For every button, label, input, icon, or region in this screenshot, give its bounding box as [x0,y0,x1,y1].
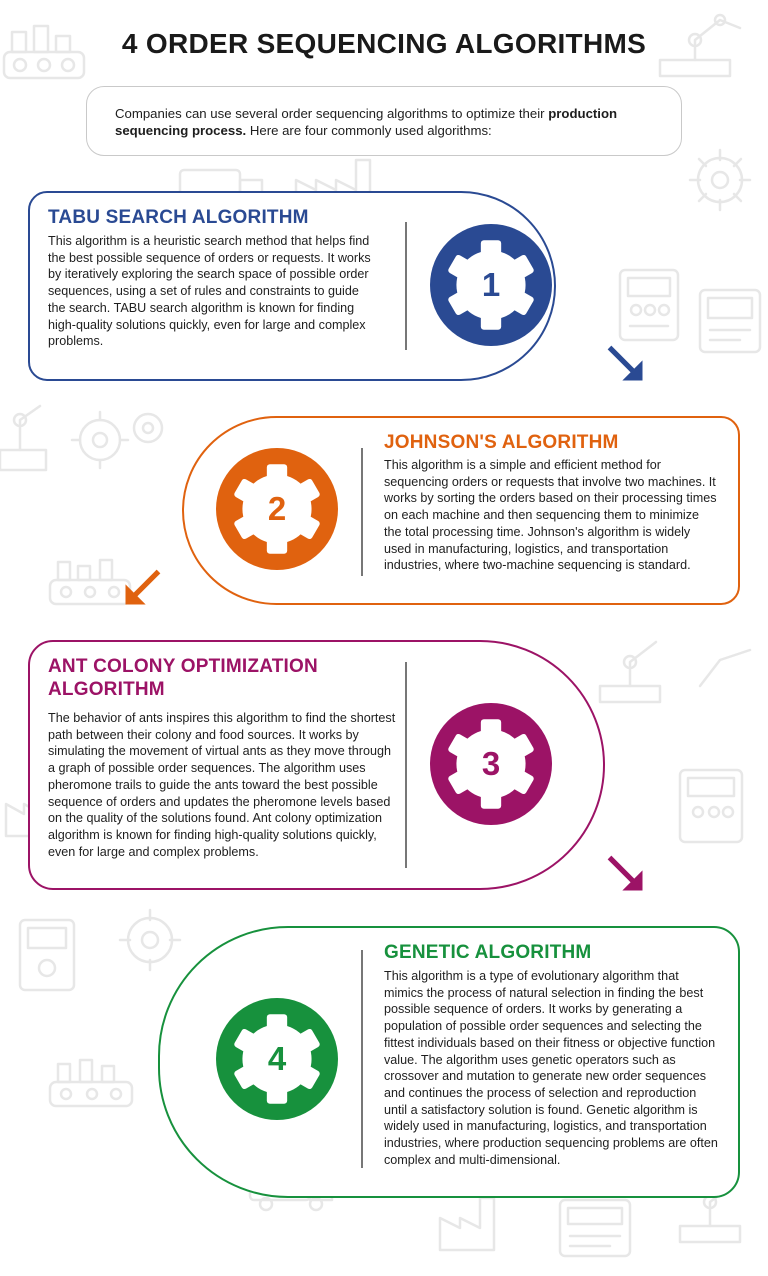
control-panel-icon [680,770,742,842]
machine-icon [20,920,74,990]
arrow-down-right-icon [604,342,648,386]
factory-icon [440,1198,494,1250]
control-panel-icon [620,270,678,340]
step-number-3: 3 [481,745,501,782]
arrow-down-right-icon [604,852,648,896]
card-body-genetic: This algorithm is a type of evolutionary algorithm that mimics the process of natural selection in finding the best possible sequence of orders. It works by generating a population of possible order sequences and selecting the fittest individuals based on their fitness or objective function value. The algorithm uses genetic operators such as crossover and mutation to generate new order sequences and continues the process of selection and reproduction until a satisfactory solution is found. Genetic algorithm is widely used in manufacturing, logistics, and transportation industries, where production sequencing problems are often complex and multi-dimensional. [384,969,718,1167]
step-number-4: 4 [267,1040,287,1077]
step-number-2: 2 [267,490,287,527]
card-divider [405,662,407,868]
gear-outline-icon [72,412,162,468]
intro-box [86,86,682,156]
card-title-ant-colony: ANT COLONY OPTIMIZATION ALGORITHM [48,656,318,700]
page-title: 4 ORDER SEQUENCING ALGORITHMS [121,28,647,59]
conveyor-icon [50,1060,132,1106]
conveyor-icon [50,560,130,604]
robot-arm-icon [0,406,46,470]
gear-outline-icon [120,910,180,970]
card-title-johnson: JOHNSON'S ALGORITHM [384,432,619,453]
card-divider [361,950,363,1168]
gear-outline-icon [690,150,750,210]
card-divider [361,448,363,576]
card-body-ant-colony: The behavior of ants inspires this algorithm to find the shortest path between their colony and food sources. It works by simulating the movement of virtual ants as they move through a graph of possible order sequences. The algorithm uses pheromone trails to guide the ants toward the best possible sequence of orders and updates the pheromone levels based on the quality of the solutions found. Ant colony optimization algorithm is known for finding high-quality solutions quickly, even for large and complex problems. [48,711,396,859]
card-body-tabu: This algorithm is a heuristic search method that helps find the best possible sequence of orders or requests. It works by iteratively exploring the search space of possible order sequences, using a set of rules and constraints to guide the search. TABU search algorithm is known for finding high-quality solutions quickly, even for large and complex problems. [48,234,371,349]
card-divider [405,222,407,350]
machine-icon [560,1200,630,1256]
card-body-johnson: This algorithm is a simple and efficient method for sequencing orders or requests that involve two machines. It works by sorting the orders based on their processing times on each machine and then sequencing them to minimize the total processing time. Johnson's algorithm is widely used in manufacturing, logistics, and transportation industries, where two-machine sequencing is standard. [384,458,717,573]
robot-arm-icon [600,642,750,702]
card-title-tabu: TABU SEARCH ALGORITHM [48,207,309,228]
intro-bold-text: production sequencing process. [115,106,618,138]
intro-text: Companies can use several order sequencing algorithms to optimize their [115,106,549,121]
machine-icon [700,290,760,352]
intro-text-end: Here are four commonly used algorithms: [246,123,492,138]
card-title-genetic: GENETIC ALGORITHM [384,942,592,963]
step-number-1: 1 [481,266,501,303]
arrow-down-left-icon [120,566,164,610]
